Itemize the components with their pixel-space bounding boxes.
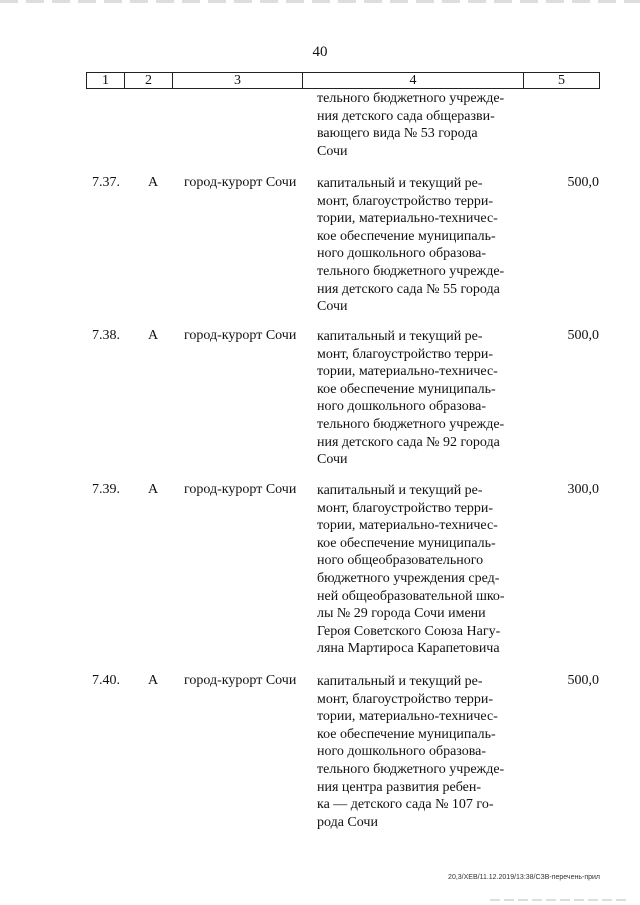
row-location: город-курорт Сочи bbox=[184, 175, 297, 190]
header-cell-4: 4 bbox=[303, 73, 524, 88]
row-number: 7.37. bbox=[92, 175, 120, 190]
row-number: 7.40. bbox=[92, 673, 120, 688]
row-category: А bbox=[148, 482, 159, 497]
row-description: капитальный и текущий ре- монт, благоустройство терри- тории, материально-техничес- кое обеспечение муниципаль- ного общеобразовательного бюджетного учреждения сред- ней общеобразовательной шко- лы № 29 города Сочи имени Героя Советского Союза Нагу- ляна Мартироса Карапетовича bbox=[317, 483, 505, 657]
scan-artifact-top bbox=[0, 0, 640, 3]
row-description: капитальный и текущий ре- монт, благоустройство терри- тории, материально-техничес- кое обеспечение муниципаль- ного дошкольного образова- тельного бюджетного учрежде- ния центра развития ребен- ка — детского сада № 107 го- рода Сочи bbox=[317, 674, 505, 830]
row-number: 7.38. bbox=[92, 328, 120, 343]
header-cell-2: 2 bbox=[125, 73, 173, 88]
header-cell-1: 1 bbox=[87, 73, 125, 88]
header-cell-5: 5 bbox=[558, 73, 565, 88]
row-category: А bbox=[148, 328, 159, 343]
row-amount: 500,0 bbox=[567, 175, 599, 190]
row-description: капитальный и текущий ре- монт, благоустройство терри- тории, материально-техничес- кое обеспечение муниципаль- ного дошкольного образова- тельного бюджетного учрежде- ния детского сада № 55 города Сочи bbox=[317, 176, 505, 315]
row-category: А bbox=[148, 673, 159, 688]
row-location: город-курорт Сочи bbox=[184, 328, 297, 343]
row-location: город-курорт Сочи bbox=[184, 673, 297, 688]
row-location: город-курорт Сочи bbox=[184, 482, 297, 497]
row-amount: 300,0 bbox=[567, 482, 599, 497]
header-cell-3: 3 bbox=[173, 73, 303, 88]
page-number: 40 bbox=[312, 44, 328, 60]
row-amount: 500,0 bbox=[567, 673, 599, 688]
continuation-description: тельного бюджетного учрежде- ния детского сада общеразви- вающего вида № 53 города Сочи bbox=[317, 91, 505, 159]
row-amount: 500,0 bbox=[567, 328, 599, 343]
row-number: 7.39. bbox=[92, 482, 120, 497]
scan-artifact-bottom bbox=[490, 899, 630, 901]
table-header-row bbox=[86, 72, 600, 89]
row-category: А bbox=[148, 175, 159, 190]
document-stamp: 20,3/ХЕВ/11.12.2019/13:38/СЗВ-перечень-прил bbox=[448, 874, 600, 881]
row-description: капитальный и текущий ре- монт, благоустройство терри- тории, материально-техничес- кое обеспечение муниципаль- ного дошкольного образова- тельного бюджетного учрежде- ния детского сада № 92 города Сочи bbox=[317, 329, 505, 468]
